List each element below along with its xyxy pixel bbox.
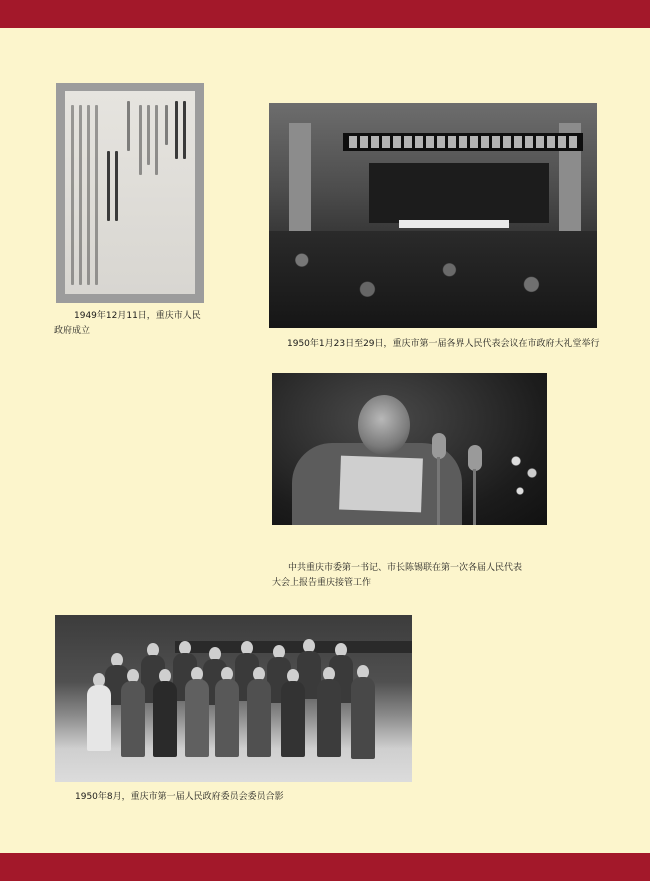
- photo3-caption: [272, 561, 523, 591]
- speaker-head: [358, 395, 410, 455]
- photo1-caption-line2: 政府成立: [54, 326, 91, 336]
- bottom-color-band: [0, 853, 650, 881]
- audience-crowd: [269, 231, 597, 328]
- microphone-icon: [432, 433, 446, 459]
- committee-group-photo: [55, 615, 412, 782]
- photo3-caption-line1: 中共重庆市委第一书记、市长陈锡联在第一次各届人民代表: [288, 563, 523, 573]
- speech-paper: [339, 456, 423, 513]
- presidium-table: [399, 220, 509, 228]
- proclamation-document-photo: [56, 83, 204, 303]
- flowers: [504, 443, 544, 503]
- photo2-caption: 1950年1月23日至29日，重庆市第一届各界人民代表会议在市政府大礼堂举行: [287, 339, 600, 349]
- document-paper: [65, 91, 195, 294]
- photo3-caption-line2: 大会上报告重庆接管工作: [272, 578, 372, 588]
- microphone-icon: [468, 445, 482, 471]
- hall-stage: [369, 163, 549, 223]
- assembly-hall-photo: [269, 103, 597, 328]
- top-color-band: [0, 0, 650, 28]
- speaker-photo: [272, 373, 547, 525]
- hall-banner-text: [349, 136, 577, 148]
- photo4-caption: 1950年8月，重庆市第一届人民政府委员会委员合影: [75, 792, 284, 802]
- photo1-caption-line1: 1949年12月11日，重庆市人民: [74, 311, 201, 321]
- photo1-caption: [54, 309, 201, 339]
